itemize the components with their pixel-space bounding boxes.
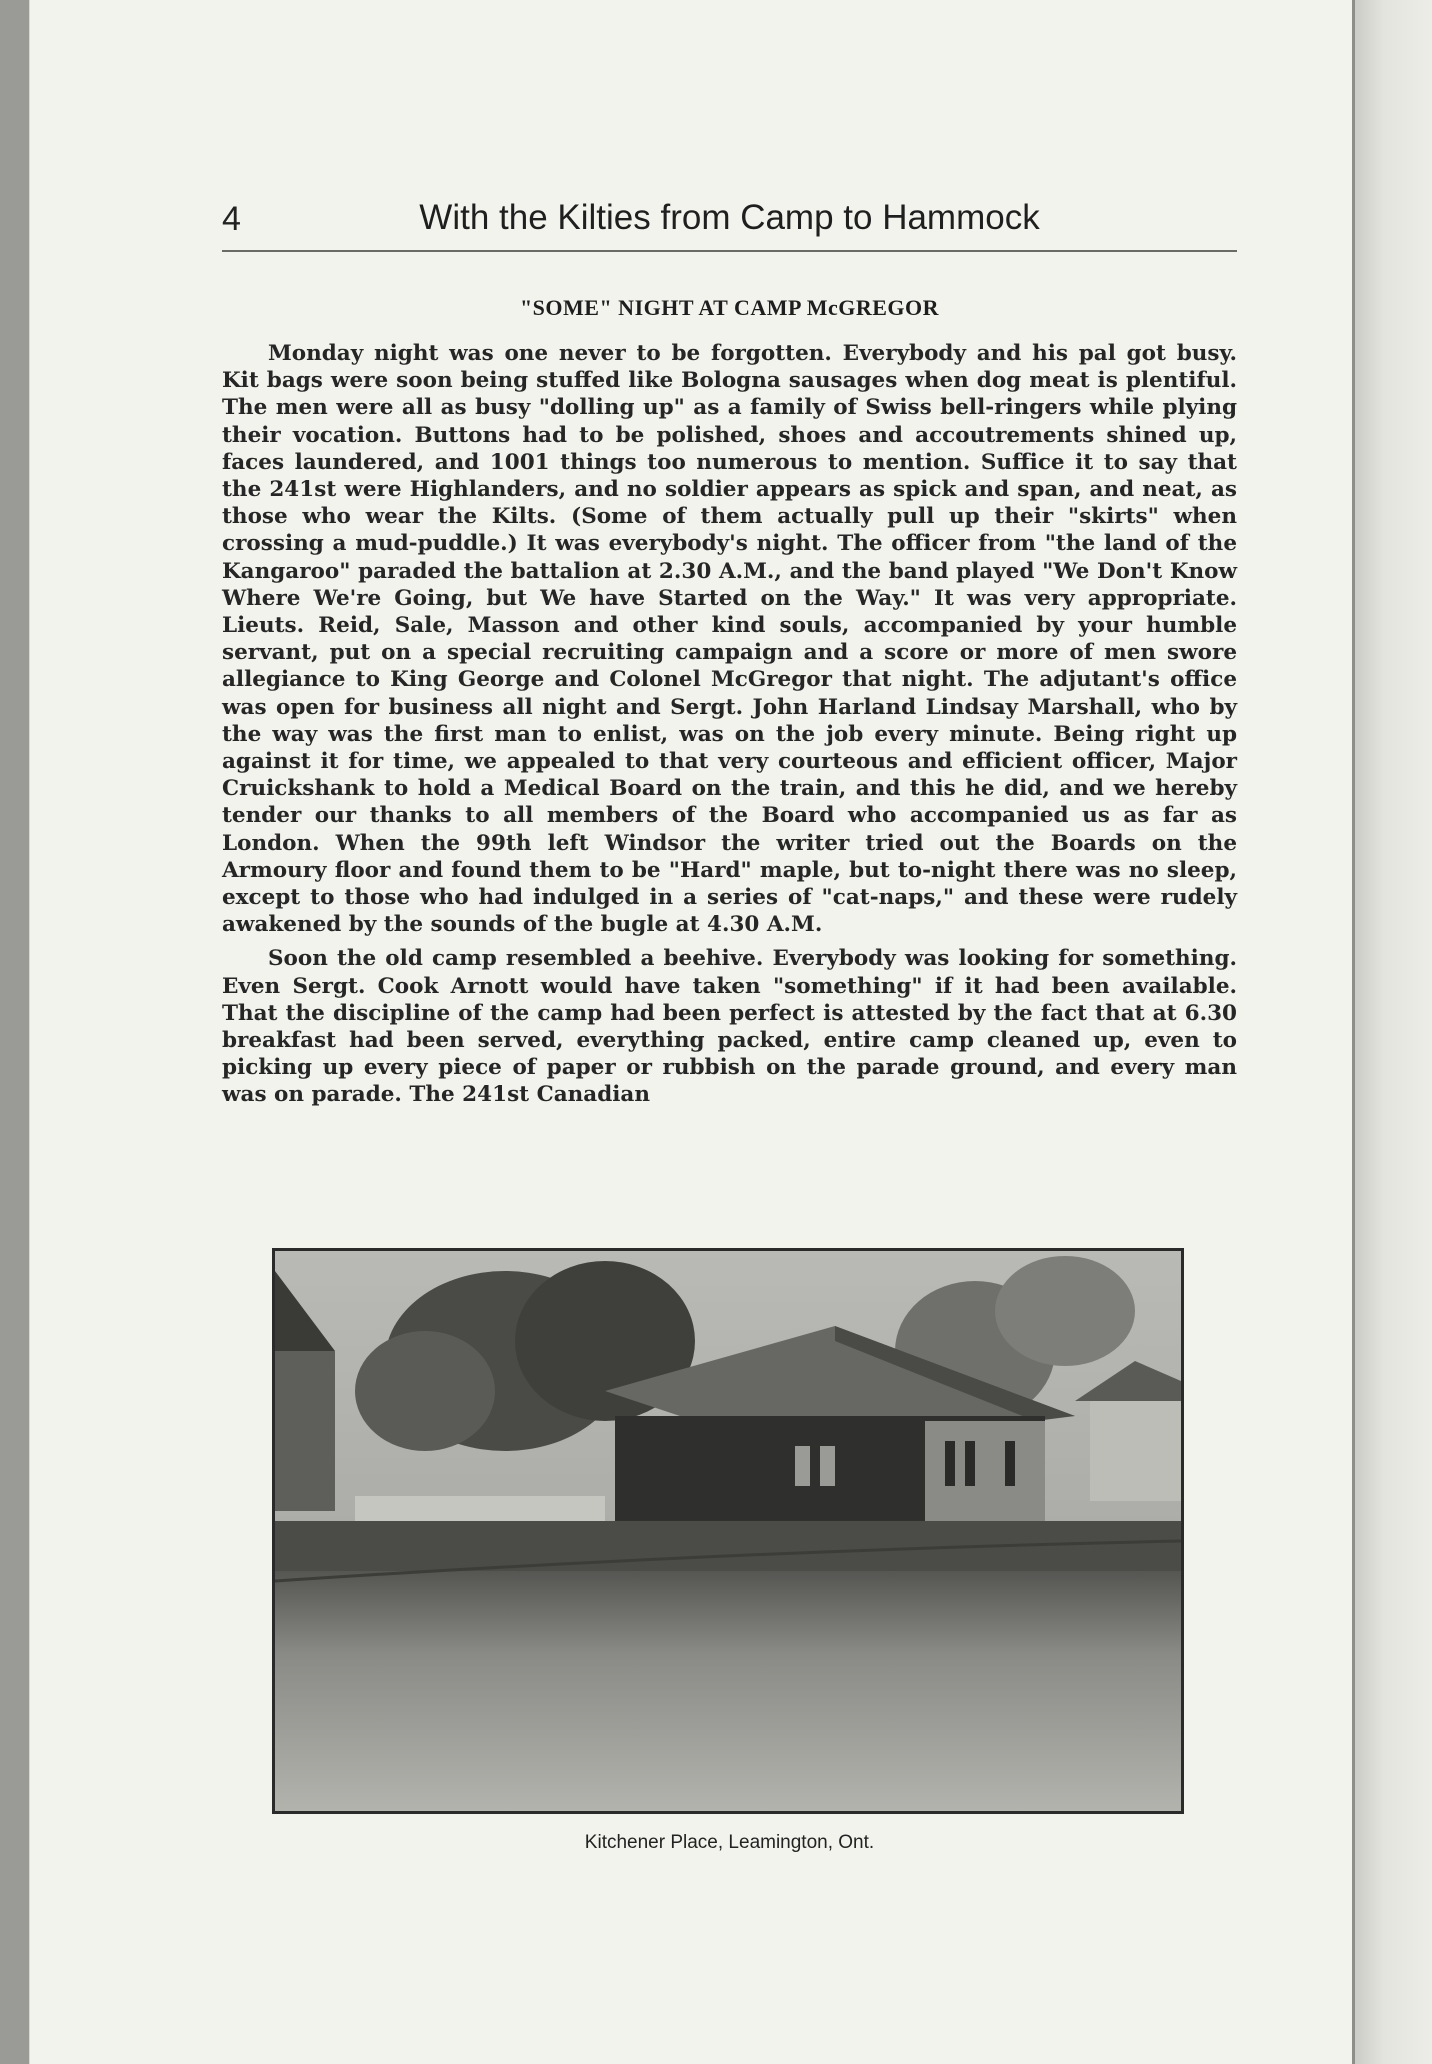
page-gutter-line <box>1352 0 1355 2064</box>
left-page-edge <box>0 0 32 2064</box>
figure-caption: Kitchener Place, Leamington, Ont. <box>584 1832 875 1853</box>
book-title: With the Kilties from Camp to Hammock <box>419 198 1040 237</box>
station-photo-illustration <box>275 1251 1181 1811</box>
paragraph-1: Monday night was one never to be forgotten. Everybody and his pal got busy. Kit bags were soon being stuffed like Bologna sausages when dog meat is plentiful. The men were all as busy "dolling up" as a family of Swiss bell-ringers while plying their vocation. Buttons had to be polished, shoes and accoutrements shined up, faces laundered, and 1001 things too numerous to mention. Suffice it to say that the 241st were Highlanders, and no soldier appears as spick and span, and neat, as those who wear the Kilts. (Some of them actually pull up their "skirts" when crossing a mud-puddle.) It was everybody's night. The officer from "the land of the Kangaroo" paraded the battalion at 2.30 A.M., and the band played "We Don't Know Where We're Going, but We have Started on the Way." It was very appropriate. Lieuts. Reid, Sale, Masson and other kind souls, accompanied by your humble servant, put on a special recruiting campaign and a score or more of men swore allegiance to King George and Colonel McGregor that night. The adjutant's office was open for business all night and Sergt. John Harland Lindsay Marshall, who by the way was the first man to enlist, was on the job every minute. Being right up against it for time, we appealed to that very courteous and efficient officer, Major Cruickshank to hold a Medical Board on the train, and this he did, and we hereby tender our thanks to all members of the Board who accompanied us as far as London. When the 99th left Windsor the writer tried out the Boards on the Armoury floor and found them to be "Hard" maple, but to-night there was no sleep, except to those who had indulged in a series of "cat-naps," and these were rudely awakened by the sounds of the bugle at 4.30 A.M. <box>222 341 1237 938</box>
right-page-edge <box>1352 0 1432 2064</box>
page-number: 4 <box>222 200 241 238</box>
paragraph-2: Soon the old camp resembled a beehive. Everybody was looking for something. Even Sergt. Cook Arnott would have taken "something" if it had been available. That the discipline of the camp had been perfect is attested by the fact that at 6.30 breakfast had been served, everything packed, entire camp cleaned up, even to picking up every piece of paper or rubbish on the parade ground, and every man was on parade. The 241st Canadian <box>222 946 1237 1108</box>
body-text <box>222 340 1237 1116</box>
running-header <box>222 196 1237 252</box>
section-heading: "SOME" NIGHT AT CAMP McGREGOR <box>519 295 940 320</box>
photograph <box>272 1248 1184 1814</box>
